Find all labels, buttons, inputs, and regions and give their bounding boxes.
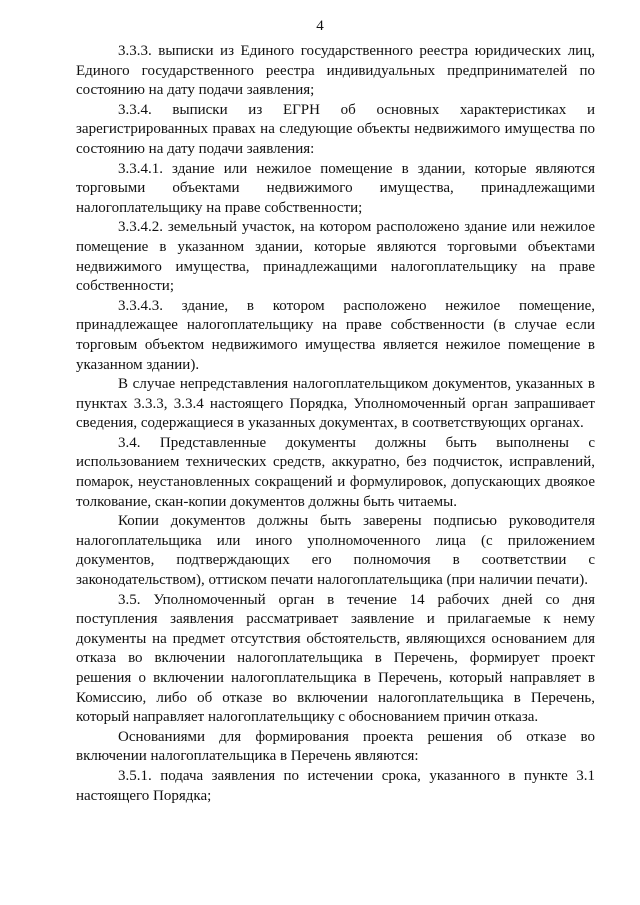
paragraph-grounds: Основаниями для формирования проекта решения об отказе во включении налогоплательщика в Перечень являются:: [76, 728, 595, 765]
paragraph-3-5: 3.5. Уполномоченный орган в течение 14 рабочих дней со дня поступления заявления рассматривает заявление и прилагаемые к нему документы на предмет отсутствия обстоятельств, являющихся основанием для отказа во включении налогоплательщика в Перечень, формирует проект решения о включении налогоплательщика в Перечень, который направляет в Комиссию, либо об отказе во включении налогоплательщика в Перечень, который направляет налогоплательщику с обоснованием причин отказа.: [76, 591, 595, 726]
paragraph-3-4: 3.4. Представленные документы должны быть выполнены с использованием технических средств, аккуратно, без подчисток, исправлений, помарок, неустановленных сокращений и формулировок, допускающих двоякое толкование, скан-копии документов должны быть читаемы.: [76, 434, 595, 510]
paragraph-3-3-4: 3.3.4. выписки из ЕГРН об основных характеристиках и зарегистрированных правах на следующие объекты недвижимого имущества по состоянию на дату подачи заявления:: [76, 101, 595, 157]
paragraph-non-submission: В случае непредставления налогоплательщиком документов, указанных в пунктах 3.3.3, 3.3.4 настоящего Порядка, Уполномоченный орган запрашивает сведения, содержащиеся в указанных документах, в соответствующих органах.: [76, 376, 595, 432]
page-number: 4: [316, 18, 324, 34]
paragraph-copies: Копии документов должны быть заверены подписью руководителя налогоплательщика или иного уполномоченного лица (с приложением документов, подтверждающих его полномочия в соответствии с законодательством), оттиском печати налогоплательщика (при наличии печати).: [76, 513, 595, 589]
paragraph-3-3-4-2: 3.3.4.2. земельный участок, на котором расположено здание или нежилое помещение в указанном здании, которые являются торговыми объектами недвижимого имущества, принадлежащими налогоплательщику на праве собственности;: [76, 219, 595, 295]
paragraph-3-3-3: 3.3.3. выписки из Единого государственного реестра юридических лиц, Единого государственного реестра индивидуальных предпринимателей по состоянию на дату подачи заявления;: [76, 43, 595, 99]
paragraph-3-5-1: 3.5.1. подача заявления по истечении срока, указанного в пункте 3.1 настоящего Порядка;: [76, 767, 595, 804]
paragraph-3-3-4-3: 3.3.4.3. здание, в котором расположено нежилое помещение, принадлежащее налогоплательщику на праве собственности (в случае если торговым объектом недвижимого имущества является нежилое помещение в указанном здании).: [76, 297, 595, 373]
paragraph-3-3-4-1: 3.3.4.1. здание или нежилое помещение в здании, которые являются торговыми объектами недвижимого имущества, принадлежащими налогоплательщику на праве собственности;: [76, 160, 595, 216]
document-body: [76, 42, 595, 806]
